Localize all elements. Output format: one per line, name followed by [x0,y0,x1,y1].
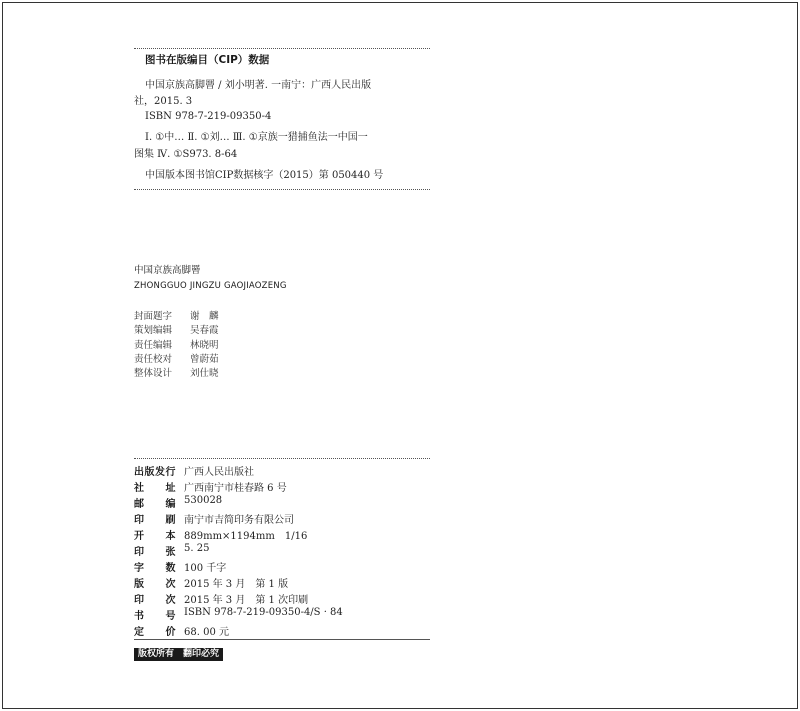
cip-line-2: 社，2015. 3 [134,96,193,107]
publication-label: 书 号 [134,611,176,622]
book-title: 中国京族高脚罾 [134,265,201,276]
credit-role: 责任校对 [134,354,173,365]
credit-role: 封面题字 [134,311,173,322]
publication-value: 889mm×1194mm 1/16 [184,531,308,542]
publication-label: 字 数 [134,563,176,574]
credit-role: 整体设计 [134,368,173,379]
credit-name: 吴春霞 [190,325,219,336]
cip-bottom-divider [134,189,430,190]
cip-line-1: 中国京族高脚罾 / 刘小明著. 一南宁：广西人民出版 [145,80,372,91]
cip-top-divider [134,48,430,49]
publication-value: 2015 年 3 月 第 1 版 [184,579,289,590]
publication-value: 68. 00 元 [184,627,229,638]
book-pinyin-title: ZHONGGUO JINGZU GAOJIAOZENG [134,281,287,291]
publication-bottom-divider [134,639,430,640]
cip-isbn: ISBN 978-7-219-09350-4 [145,111,272,122]
publication-top-divider [134,458,430,459]
publication-value: 530028 [184,495,223,506]
publication-label: 开 本 [134,531,176,542]
publication-label: 版 次 [134,579,176,590]
publication-value: 广西南宁市桂春路 6 号 [184,483,287,494]
credit-name: 林晓明 [190,340,219,351]
cip-classification-line-1: Ⅰ. ①中… Ⅱ. ①刘… Ⅲ. ①京族一猎捕鱼法一中国一 [145,132,368,143]
cip-classification-line-2: 图集 Ⅳ. ①S973. 8-64 [134,149,238,160]
credit-name: 谢 麟 [190,311,219,322]
page-border [2,2,798,709]
publication-label: 社 址 [134,483,176,494]
publication-label: 印 刷 [134,515,176,526]
publication-label: 邮 编 [134,499,176,510]
cip-heading: 图书在版编目（CIP）数据 [145,54,270,66]
publication-value: 100 千字 [184,563,227,574]
publication-value: ISBN 978-7-219-09350-4/S · 84 [184,607,343,618]
publication-value: 南宁市吉简印务有限公司 [184,515,294,526]
credit-name: 曾蔚茹 [190,354,219,365]
publication-label: 出版发行 [134,467,176,478]
credit-name: 刘仕晓 [190,368,219,379]
credit-role: 责任编辑 [134,340,173,351]
credit-role: 策划编辑 [134,325,173,336]
publication-label: 定 价 [134,627,176,638]
publication-value: 2015 年 3 月 第 1 次印刷 [184,595,309,606]
publication-label: 印 次 [134,595,176,606]
copyright-notice: 版权所有 翻印必究 [134,648,223,661]
publication-value: 5. 25 [184,543,210,554]
publication-value: 广西人民出版社 [184,467,254,478]
cip-record-number: 中国版本图书馆CIP数据核字（2015）第 050440 号 [145,170,384,181]
publication-label: 印 张 [134,547,176,558]
